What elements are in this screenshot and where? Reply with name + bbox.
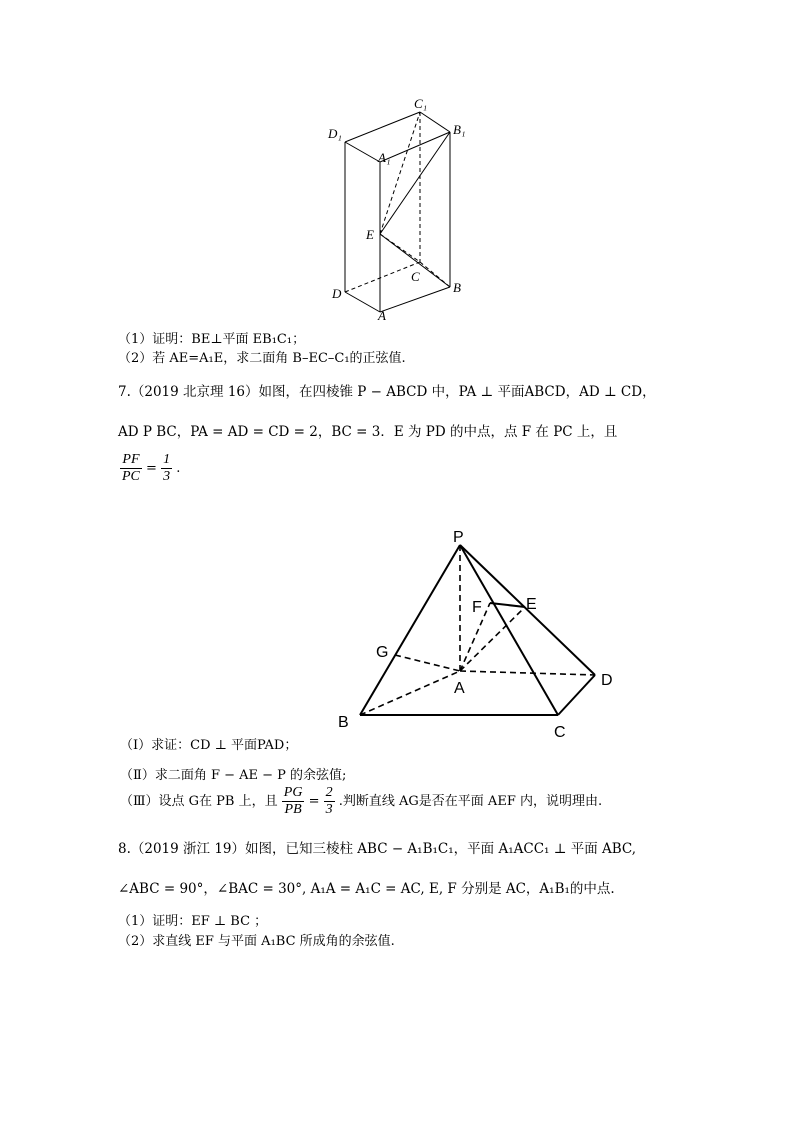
ratio-value bbox=[161, 452, 172, 485]
ratio-period: . bbox=[176, 461, 181, 476]
label-B1: B₁ bbox=[453, 122, 466, 137]
equals-sign: = bbox=[308, 794, 320, 809]
q8-part1: （1）证明：EF ⊥ BC ； bbox=[118, 914, 268, 929]
frac-den: PC bbox=[122, 469, 140, 484]
q7-line2: AD P BC，PA = AD = CD = 2，BC = 3．E 为 PD 的中点，点 F 在 PC 上，且 bbox=[118, 424, 618, 440]
q8-line2: ∠ABC = 90°，∠BAC = 30°, A₁A = A₁C = AC, E, F 分别是 AC，A₁B₁的中点. bbox=[118, 881, 615, 897]
label-D: D bbox=[601, 672, 613, 689]
ratio-value bbox=[324, 785, 335, 818]
q6-part2: （2）若 AE=A₁E，求二面角 B–EC–C₁的正弦值. bbox=[118, 351, 406, 366]
equals-sign: = bbox=[146, 461, 157, 476]
label-A1: A₁ bbox=[378, 150, 391, 165]
label-P: P bbox=[453, 529, 464, 546]
q7-line1: 7.（2019 北京理 16）如图，在四棱锥 P − ABCD 中，PA ⊥ 平面ABCD，AD ⊥ CD， bbox=[118, 384, 656, 400]
q7-ratio bbox=[120, 452, 180, 485]
q7-part3 bbox=[120, 785, 602, 818]
q6-part1: （1）证明：BE⊥平面 EB₁C₁； bbox=[118, 332, 306, 347]
q8-line1: 8.（2019 浙江 19）如图，已知三棱柱 ABC − A₁B₁C₁，平面 A₁ACC₁ ⊥ 平面 ABC, bbox=[118, 841, 637, 857]
ratio-pf-pc bbox=[120, 452, 142, 485]
label-E: E bbox=[366, 227, 374, 242]
label-D1: D₁ bbox=[328, 126, 342, 141]
frac-num: PG bbox=[283, 785, 303, 800]
label-C: C bbox=[411, 269, 420, 284]
label-C: C bbox=[554, 724, 566, 741]
label-F: F bbox=[472, 599, 482, 616]
value-den: 3 bbox=[163, 469, 171, 484]
frac-num: PF bbox=[120, 452, 142, 469]
value-den: 3 bbox=[325, 802, 333, 817]
label-B: B bbox=[338, 714, 349, 731]
q7-part2: （Ⅱ）求二面角 F − AE − P 的余弦值; bbox=[120, 768, 347, 783]
ratio-pg-pb bbox=[282, 785, 305, 818]
label-A: A bbox=[454, 680, 465, 697]
part3-post: .判断直线 AG是否在平面 AEF 内，说明理由. bbox=[338, 794, 603, 809]
value-num: 2 bbox=[325, 785, 333, 800]
pyramid-figure bbox=[330, 525, 630, 750]
label-E: E bbox=[526, 596, 537, 613]
label-D: D bbox=[332, 286, 342, 301]
part3-pre: （Ⅲ）设点 G在 PB 上，且 bbox=[120, 794, 278, 809]
frac-den: PB bbox=[284, 802, 302, 817]
label-G: G bbox=[376, 644, 389, 661]
label-A: A bbox=[378, 308, 386, 322]
value-num: 1 bbox=[163, 452, 171, 467]
q8-part2: （2）求直线 EF 与平面 A₁BC 所成角的余弦值. bbox=[118, 934, 395, 949]
label-B: B bbox=[453, 280, 461, 295]
prism-figure bbox=[320, 92, 480, 322]
q7-part1: （Ⅰ）求证：CD ⊥ 平面PAD； bbox=[120, 738, 298, 753]
label-C1: C₁ bbox=[414, 96, 428, 111]
